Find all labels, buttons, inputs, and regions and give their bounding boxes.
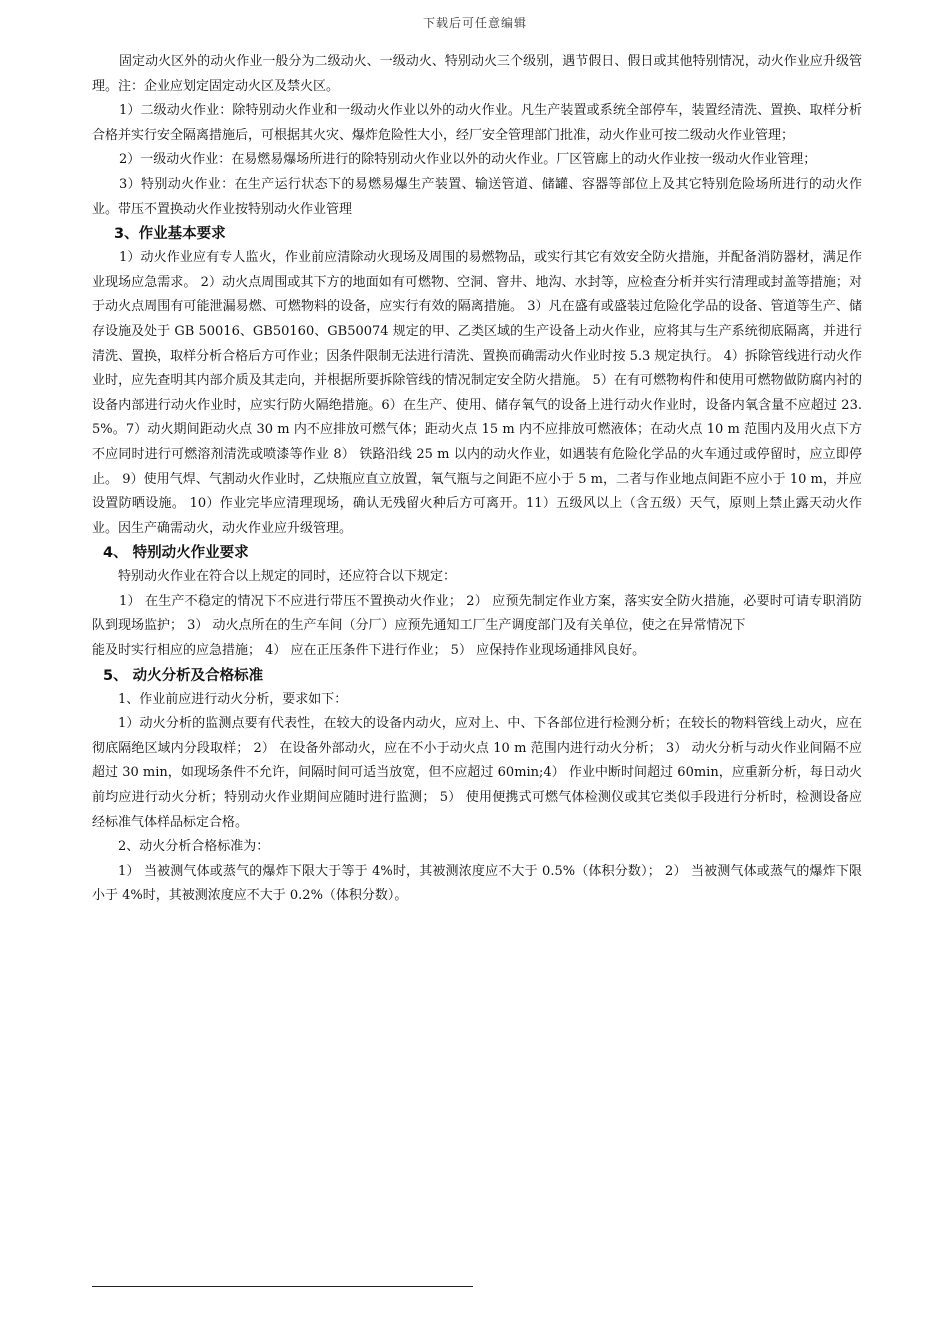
document-body xyxy=(92,50,862,909)
paragraph-special-hot-work: 3）特别动火作业：在生产运行状态下的易燃易爆生产装置、输送管道、储罐、容器等部位上及其它特别危险场所进行的动火作业。带压不置换动火作业按特别动火作业管理 xyxy=(92,176,862,217)
section-heading-basic-requirements: 3、作业基本要求 xyxy=(114,226,226,243)
section-heading-analysis-standards: 5、 动火分析及合格标准 xyxy=(103,667,264,684)
paragraph-hot-work-levels: 固定动火区外的动火作业一般分为二级动火、一级动火、特别动火三个级别，遇节假日、假日或其他特别情况，动火作业应升级管理。注：企业应划定固定动火区及禁火区。 xyxy=(92,54,862,94)
paragraph-special-intro: 特别动火作业在符合以上规定的同时，还应符合以下规定： xyxy=(118,569,457,585)
paragraph-analysis-intro: 1、作业前应进行动火分析，要求如下： xyxy=(118,691,348,707)
paragraph-standard-intro: 2、动火分析合格标准为： xyxy=(118,839,270,855)
paragraph-special-rules: 1） 在生产不稳定的情况下不应进行带压不置换动火作业； 2） 应预先制定作业方案，落实安全防火措施，必要时可请专职消防队到现场监护； 3） 动火点所在的生产车间（分厂）应预先通知工厂生产调度部门及有关单位，使之在异常情况下 xyxy=(92,593,862,634)
page-header: 下载后可任意编辑 xyxy=(422,16,527,30)
paragraph-basic-requirements: 1）动火作业应有专人监火，作业前应清除动火现场及周围的易燃物品，或实行其它有效安全防火措施，并配备消防器材，满足作业现场应急需求。 2）动火点周围或其下方的地面如有可燃物、空洞、窨井、地沟、水封等，应检查分析并实行清理或封盖等措施；对于动火点周围有可能泄漏易燃、可燃物料的设备，应实行有效的隔离措施。 3）凡在盛有或盛装过危险化学品的设备、管道等生产、储存设施及处于 GB 50016、GB50160、GB50074 规定的甲、乙类区域的生产设备上动火作业，应将其与生产系统彻底隔离，并进行清洗、置换，取样分析合格后方可作业；因条件限制无法进行清洗、置换而确需动火作业时按 5.3 规定执行。 4）拆除管线进行动火作业时，应先查明其内部介质及其走向，并根据所要拆除管线的情况制定安全防火措施。 5）在有可燃物构件和使用可燃物做防腐内衬的设备内部进行动火作业时，应实行防火隔绝措施。6）在生产、使用、储存氧气的设备上进行动火作业时，设备内氧含量不应超过 23.5%。7）动火期间距动火点 30 m 内不应排放可燃气体；距动火点 15 m 内不应排放可燃液体；在动火点 10 m 范围内及用火点下方不应同时进行可燃溶剂清洗或喷漆等作业 8） 铁路沿线 25 m 以内的动火作业，如遇装有危险化学品的火车通过或停留时，应立即停止。 9）使用气焊、气割动火作业时，乙炔瓶应直立放置，氧气瓶与之间距不应小于 5 m，二者与作业地点间距不应小于 10 m，并应设置防晒设施。 10）作业完毕应清理现场，确认无残留火种后方可离开。11）五级风以上（含五级）天气，原则上禁止露天动火作业。因生产确需动火，动火作业应升级管理。 xyxy=(92,250,862,536)
footer-divider xyxy=(92,1286,473,1287)
paragraph-special-rules-cont: 能及时实行相应的应急措施； 4） 应在正压条件下进行作业； 5） 应保持作业现场通排风良好。 xyxy=(92,643,646,659)
paragraph-level2-hot-work: 1）二级动火作业：除特别动火作业和一级动火作业以外的动火作业。凡生产装置或系统全部停车，装置经清洗、置换、取样分析合格并实行安全隔离措施后，可根据其火灾、爆炸危险性大小，经厂安全管理部门批准，动火作业可按二级动火作业管理； xyxy=(92,103,862,143)
paragraph-standard-values: 1） 当被测气体或蒸气的爆炸下限大于等于 4%时，其被测浓度应不大于 0.5%（体积分数）； 2） 当被测气体或蒸气的爆炸下限小于 4%时，其被测浓度应不大于 0.2%（体积分数）。 xyxy=(92,863,862,904)
section-heading-special-requirements: 4、 特别动火作业要求 xyxy=(103,545,249,562)
paragraph-level1-hot-work: 2）一级动火作业：在易燃易爆场所进行的除特别动火作业以外的动火作业。厂区管廊上的动火作业按一级动火作业管理； xyxy=(119,152,817,168)
paragraph-analysis-requirements: 1）动火分析的监测点要有代表性，在较大的设备内动火，应对上、中、下各部位进行检测分析；在较长的物料管线上动火，应在彻底隔绝区域内分段取样； 2） 在设备外部动火，应在不小于动火点 10 m 范围内进行动火分析； 3） 动火分析与动火作业间隔不应超过 30 min，如现场条件不允许，间隔时间可适当放宽，但不应超过 60min;4） 作业中断时间超过 60min，应重新分析，每日动火前均应进行动火分析；特别动火作业期间应随时进行监测； 5） 使用便携式可燃气体检测仪或其它类似手段进行分析时，检测设备应经标准气体样品标定合格。 xyxy=(92,716,862,830)
